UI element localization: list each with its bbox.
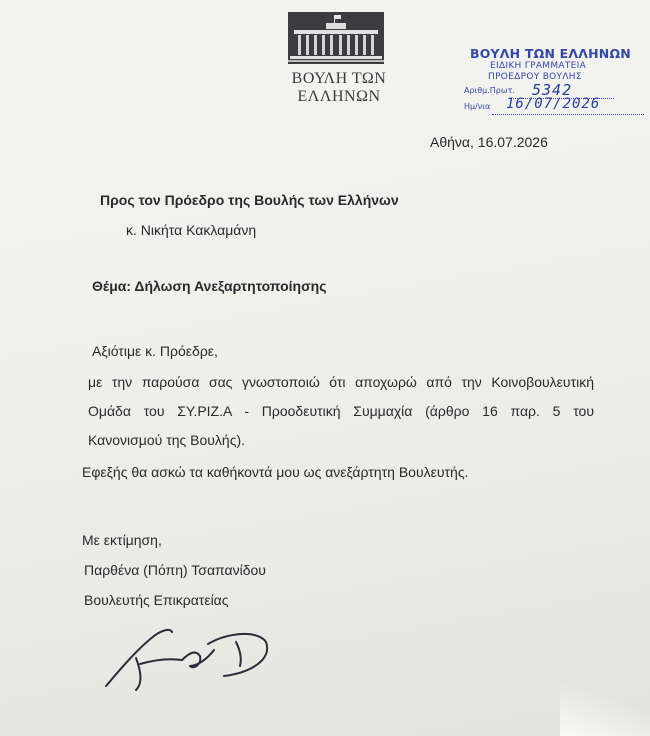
place-date: Αθήνα, 16.07.2026 [430, 134, 548, 150]
stamp-parliament-name: ΒΟΥΛΗ ΤΩΝ ΕΛΛΗΝΩΝ [470, 46, 631, 61]
stamp-protocol-label: Αριθμ.Πρωτ. [464, 86, 515, 95]
subject-line: Θέμα: Δήλωση Ανεξαρτητοποίησης [92, 278, 327, 294]
stamp-date-value: 16/07/2026 [506, 96, 601, 112]
stamp-date-line [492, 113, 644, 115]
body-line-3: Κανονισμού της Βουλής). [88, 432, 246, 448]
registry-stamp [462, 44, 646, 120]
parliament-building-icon [288, 12, 384, 64]
body-line-2: Ομάδα του ΣΥ.ΡΙΖ.Α - Προοδευτική Συμμαχία (άρθρο 16 παρ. 5 του [88, 403, 594, 419]
letterhead-title: ΒΟΥΛΗ ΤΩΝ ΕΛΛΗΝΩΝ [291, 70, 387, 105]
body-line-4: Εφεξής θα ασκώ τα καθήκοντά μου ως ανεξάρτητη Βουλευτής. [82, 464, 469, 480]
recipient-line: Προς τον Πρόεδρο της Βουλής των Ελλήνων [100, 192, 399, 208]
body-line-1: με την παρούσα σας γνωστοποιώ ότι αποχωρώ από την Κοινοβουλευτική [88, 374, 594, 390]
stamp-office: ΠΡΟΕΔΡΟΥ ΒΟΥΛΗΣ [488, 72, 582, 82]
signer-title: Βουλευτής Επικρατείας [84, 592, 229, 608]
protocol-number: 5342 [532, 81, 573, 99]
stamp-date-label: Ημ/νια [464, 102, 491, 111]
stamp-department: ΕΙΔΙΚΗ ΓΡΑΜΜΑΤΕΙΑ [490, 61, 587, 71]
salutation: Αξιότιμε κ. Πρόεδρε, [92, 343, 218, 359]
signer-name: Παρθένα (Πόπη) Τσαπανίδου [84, 562, 266, 578]
handwritten-signature [96, 614, 272, 696]
recipient-name: κ. Νικήτα Κακλαμάνη [126, 222, 257, 238]
closing: Με εκτίμηση, [82, 532, 162, 548]
